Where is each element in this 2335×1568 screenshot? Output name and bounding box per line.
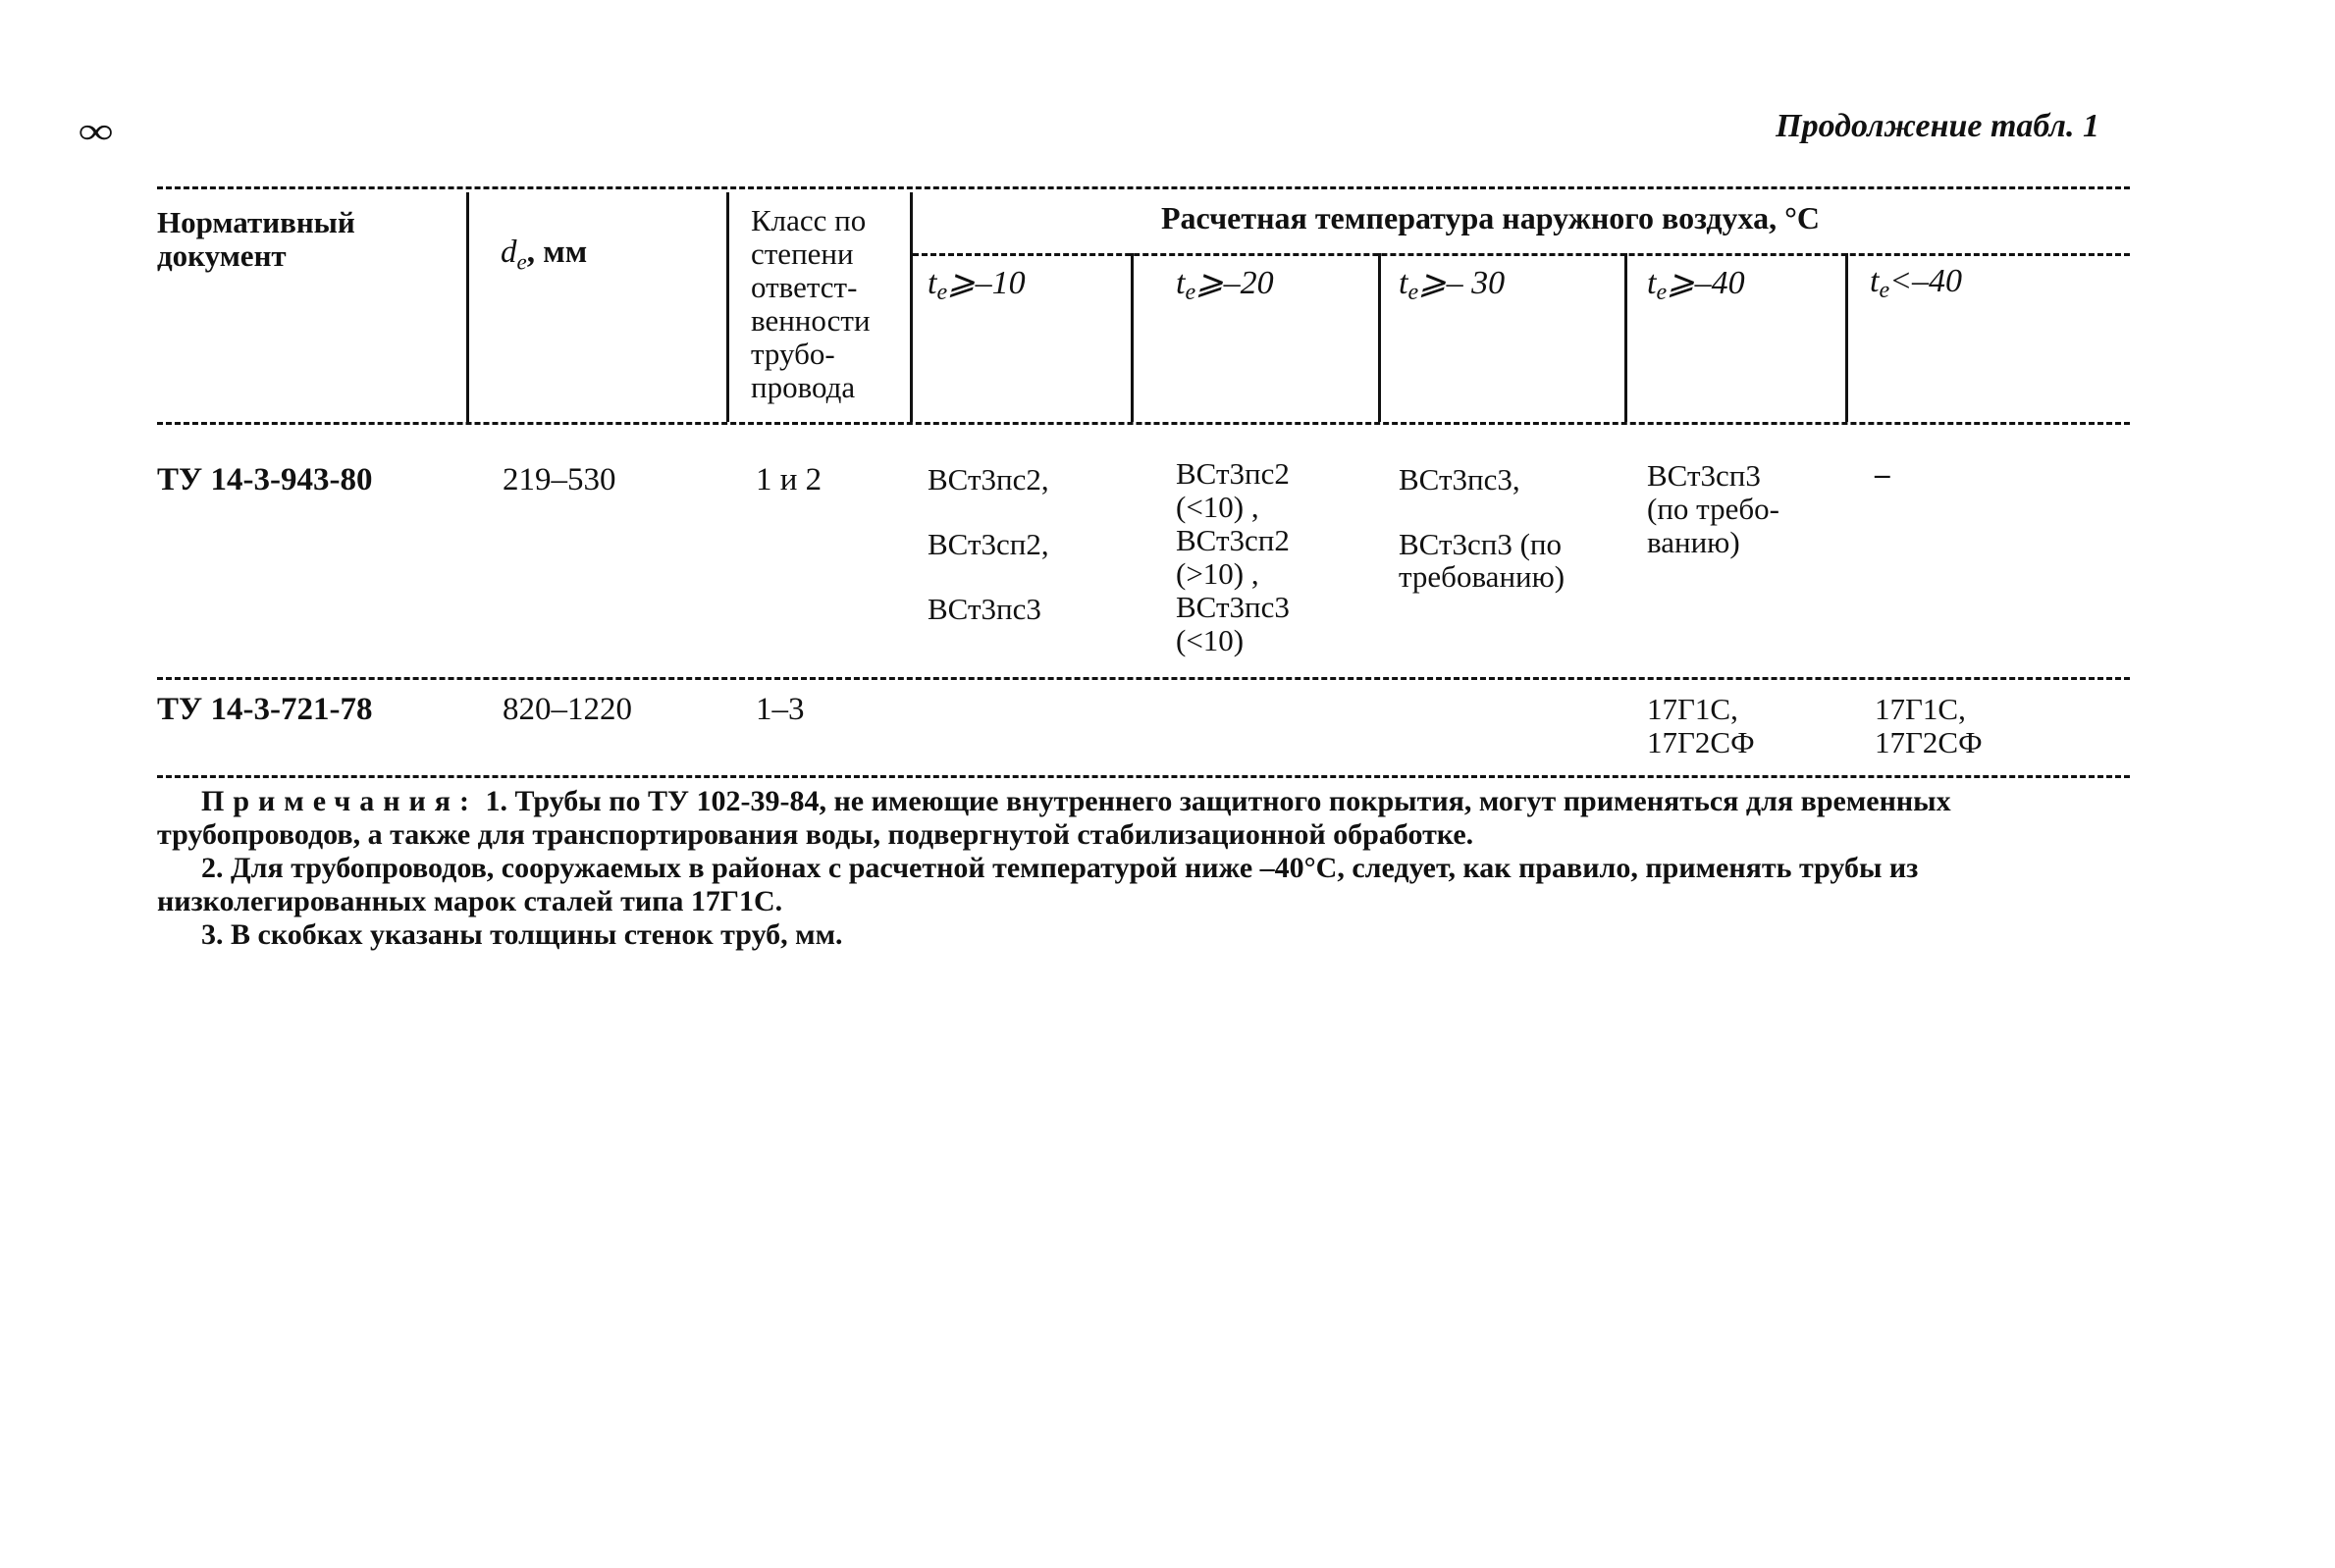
row-separator-rule (157, 677, 2130, 680)
note-3: 3. В скобках указаны толщины стенок труб, мм. (201, 918, 843, 951)
header-bottom-rule (157, 422, 2130, 425)
row1-grade-te-10: ВСт3пс2, ВСт3сп2, ВСт3пс3 (928, 462, 1049, 626)
row1-grade-te-below-40: – (1875, 456, 1890, 491)
condition-te-lt-minus-40: $t_e<-40$ (1870, 263, 1963, 303)
de-subscript: e (516, 249, 527, 275)
de-unit: , мм (526, 235, 588, 270)
note-2: 2. Для трубопроводов, сооружаемых в районах с расчетной температурой ниже –40°С, следует, как правило, применять трубы из низколегированных марок сталей типа 17Г1С. (157, 852, 1919, 917)
column-divider (726, 192, 729, 422)
subheader-rule (913, 253, 2130, 256)
notes-label: Примечания: (201, 785, 479, 817)
column-divider (1378, 253, 1381, 422)
column-divider (1624, 253, 1627, 422)
condition-te-ge-minus-10: $t_e⩾-10$ (928, 265, 1026, 305)
header-normative-document: Нормативный документ (157, 205, 355, 273)
header-design-temperature: Расчетная температура наружного воздуха, °С (1161, 200, 1821, 235)
row1-grade-te-20: ВСт3пс2 (<10) , ВСт3сп2 (>10) , ВСт3пс3 (<10) (1176, 456, 1290, 657)
row2-document: ТУ 14-3-721-78 (157, 692, 373, 727)
row1-class: 1 и 2 (756, 462, 823, 497)
row2-grade-te-40: 17Г1С, 17Г2СФ (1647, 692, 1755, 759)
column-divider (466, 192, 469, 422)
condition-te-ge-minus-20: $t_e⩾-20$ (1176, 265, 1274, 305)
column-divider (1131, 253, 1134, 422)
table-continuation-caption: Продолжение табл. 1 (1776, 108, 2099, 144)
table-bottom-rule (157, 775, 2130, 778)
column-divider (910, 192, 913, 422)
row2-diameter: 820–1220 (503, 692, 632, 727)
header-outer-diameter (501, 202, 587, 280)
page-number: ∞ (79, 111, 114, 152)
row1-grade-te-40: ВСт3сп3 (по требо- ванию) (1647, 458, 1779, 559)
row2-grade-te-below-40: 17Г1С, 17Г2СФ (1875, 692, 1983, 759)
note-1: Примечания: 1. Трубы по ТУ 102-39-84, не имеющие внутреннего защитного покрытия, могут применяться для временных трубопроводов, а также для транспортирования воды, подвергнутой стабилизационной обработке. (157, 785, 1951, 851)
row2-class: 1–3 (756, 692, 805, 727)
table-notes (157, 785, 2130, 952)
row1-document: ТУ 14-3-943-80 (157, 462, 373, 497)
row1-diameter: 219–530 (503, 462, 616, 497)
column-divider (1845, 253, 1848, 422)
table-top-rule (157, 186, 2130, 189)
header-responsibility-class: Класс по степени ответст- венности трубо- провода (751, 203, 871, 404)
de-symbol: d (501, 235, 517, 270)
row1-grade-te-30: ВСт3пс3, ВСт3сп3 (по требованию) (1399, 462, 1566, 594)
condition-te-ge-minus-40: $t_e⩾-40$ (1647, 265, 1745, 305)
condition-te-ge-minus-30: $t_e⩾-$ 30 (1399, 265, 1506, 305)
